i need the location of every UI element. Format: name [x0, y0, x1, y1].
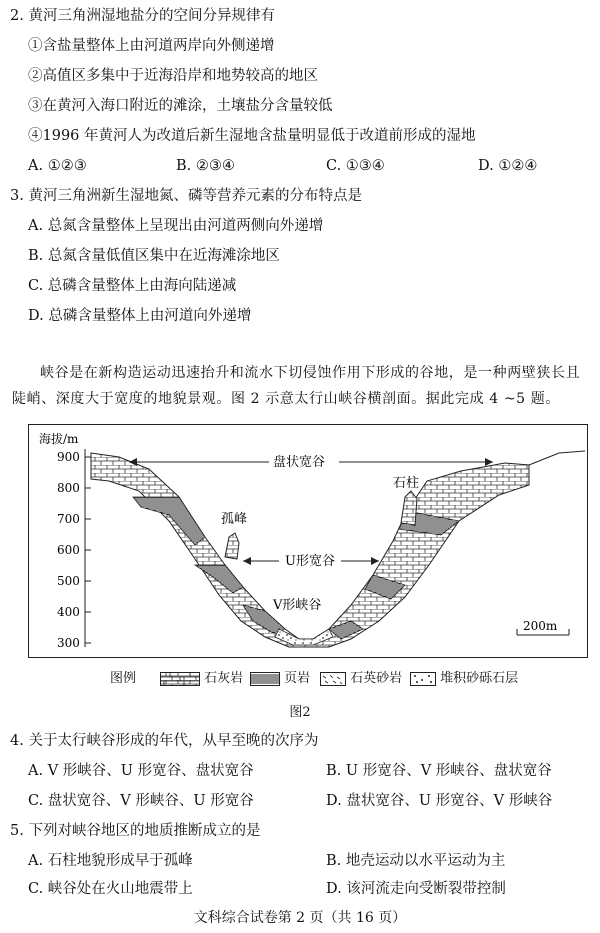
q4-option-a: A. V 形峡谷、U 形宽谷、盘状宽谷: [28, 763, 254, 779]
shizhu-pillar: [401, 491, 417, 525]
q3-option-a: A. 总氮含量整体上呈现出由河道两侧向外递增: [28, 218, 324, 234]
label-gufeng: 孤峰: [221, 512, 248, 527]
gufeng-peak: [225, 533, 239, 559]
q3-option-c: C. 总磷含量整体上由海向陆递减: [28, 278, 237, 294]
legend-title: 图例: [110, 671, 137, 686]
q2-option-d: D. ①②④: [478, 158, 538, 174]
legend-limestone-label: 石灰岩: [204, 671, 244, 686]
label-shizhu: 石柱: [393, 476, 420, 491]
q4-option-b: B. U 形宽谷、V 形峡谷、盘状宽谷: [326, 763, 552, 779]
u-valley-arrow: [243, 554, 379, 569]
legend-quartz-sandstone-label: 石英砂岩: [350, 671, 403, 686]
q2-statement-4: ④1996 年黄河人为改道后新生湿地含盐量明显低于改道前形成的湿地: [28, 128, 476, 144]
label-panzhuang: 盘状宽谷: [273, 455, 326, 470]
q4-option-c: C. 盘状宽谷、V 形峡谷、U 形宽谷: [28, 793, 254, 809]
legend-limestone: [160, 667, 243, 686]
y-tick-300: 300: [57, 636, 80, 650]
figure-caption: 图2: [289, 705, 311, 720]
q5-option-a: A. 石柱地貌形成早于孤峰: [28, 853, 193, 869]
q3-stem: 3. 黄河三角洲新生湿地氮、磷等营养元素的分布特点是: [10, 188, 362, 204]
canyon-cross-section-figure: [28, 424, 588, 658]
q5-option-c: C. 峡谷处在火山地震带上: [28, 881, 193, 897]
y-axis: [39, 431, 91, 650]
y-tick-900: 900: [57, 450, 80, 464]
y-tick-500: 500: [57, 574, 80, 588]
gravel-swatch-icon: [410, 672, 436, 686]
q2-stem: 2. 黄河三角洲湿地盐分的空间分异规律有: [10, 8, 275, 24]
passage: [12, 360, 584, 412]
shale-swatch-icon: [250, 672, 280, 686]
q2-statement-1: ①含盐量整体上由河道两岸向外侧递增: [28, 38, 275, 54]
panzhuang-arrow: [129, 454, 493, 470]
legend-quartz-sandstone: [320, 667, 402, 686]
label-u-valley: U形宽谷: [285, 554, 335, 569]
q2-option-a: A. ①②③: [28, 158, 87, 174]
passage-line-2: 陡峭、深度大于宽度的地貌景观。图 2 示意太行山峡谷横剖面。据此完成 4 ~5 题。: [12, 391, 560, 407]
y-tick-600: 600: [57, 543, 80, 557]
q4-stem: 4. 关于太行峡谷形成的年代，从早至晚的次序为: [10, 733, 319, 749]
legend-gravel-label: 堆积砂砾石层: [440, 671, 519, 686]
q3-option-b: B. 总氮含量低值区集中在近海滩涂地区: [28, 248, 280, 264]
page-footer: 文科综合试卷第 2 页（共 16 页）: [193, 910, 407, 926]
scale-bar: [517, 619, 569, 635]
y-axis-label: 海拔/m: [39, 432, 79, 446]
q4-option-d: D. 盘状宽谷、U 形宽谷、V 形峡谷: [326, 793, 553, 809]
label-v-gorge: V形峡谷: [273, 598, 322, 613]
q3-option-d: D. 总磷含量整体上由河道向外递增: [28, 308, 252, 324]
q5-option-d: D. 该河流走向受断裂带控制: [326, 881, 506, 897]
quartz-sandstone-swatch-icon: [320, 672, 346, 686]
y-tick-800: 800: [57, 481, 80, 495]
legend-shale: [250, 667, 310, 686]
canyon-profile-svg: [29, 425, 587, 657]
q2-statement-2: ②高值区多集中于近海沿岸和地势较高的地区: [28, 68, 318, 84]
limestone-body: [91, 453, 529, 647]
right-plateau-line: [529, 451, 585, 465]
legend-shale-label: 页岩: [284, 671, 311, 686]
legend-gravel: [410, 667, 518, 686]
passage-line-1: 峡谷是在新构造运动迅速抬升和流水下切侵蚀作用下形成的谷地，是一种两壁狭长且: [40, 365, 581, 381]
y-tick-400: 400: [57, 605, 80, 619]
scale-label: 200m: [523, 619, 558, 633]
q2-option-c: C. ①③④: [326, 158, 385, 174]
q5-stem: 5. 下列对峡谷地区的地质推断成立的是: [10, 823, 261, 839]
y-tick-700: 700: [57, 512, 80, 526]
q5-option-b: B. 地壳运动以水平运动为主: [326, 853, 506, 869]
q2-option-b: B. ②③④: [176, 158, 235, 174]
q2-statement-3: ③在黄河入海口附近的滩涂，土壤盐分含量较低: [28, 98, 333, 114]
limestone-swatch-icon: [160, 672, 200, 686]
